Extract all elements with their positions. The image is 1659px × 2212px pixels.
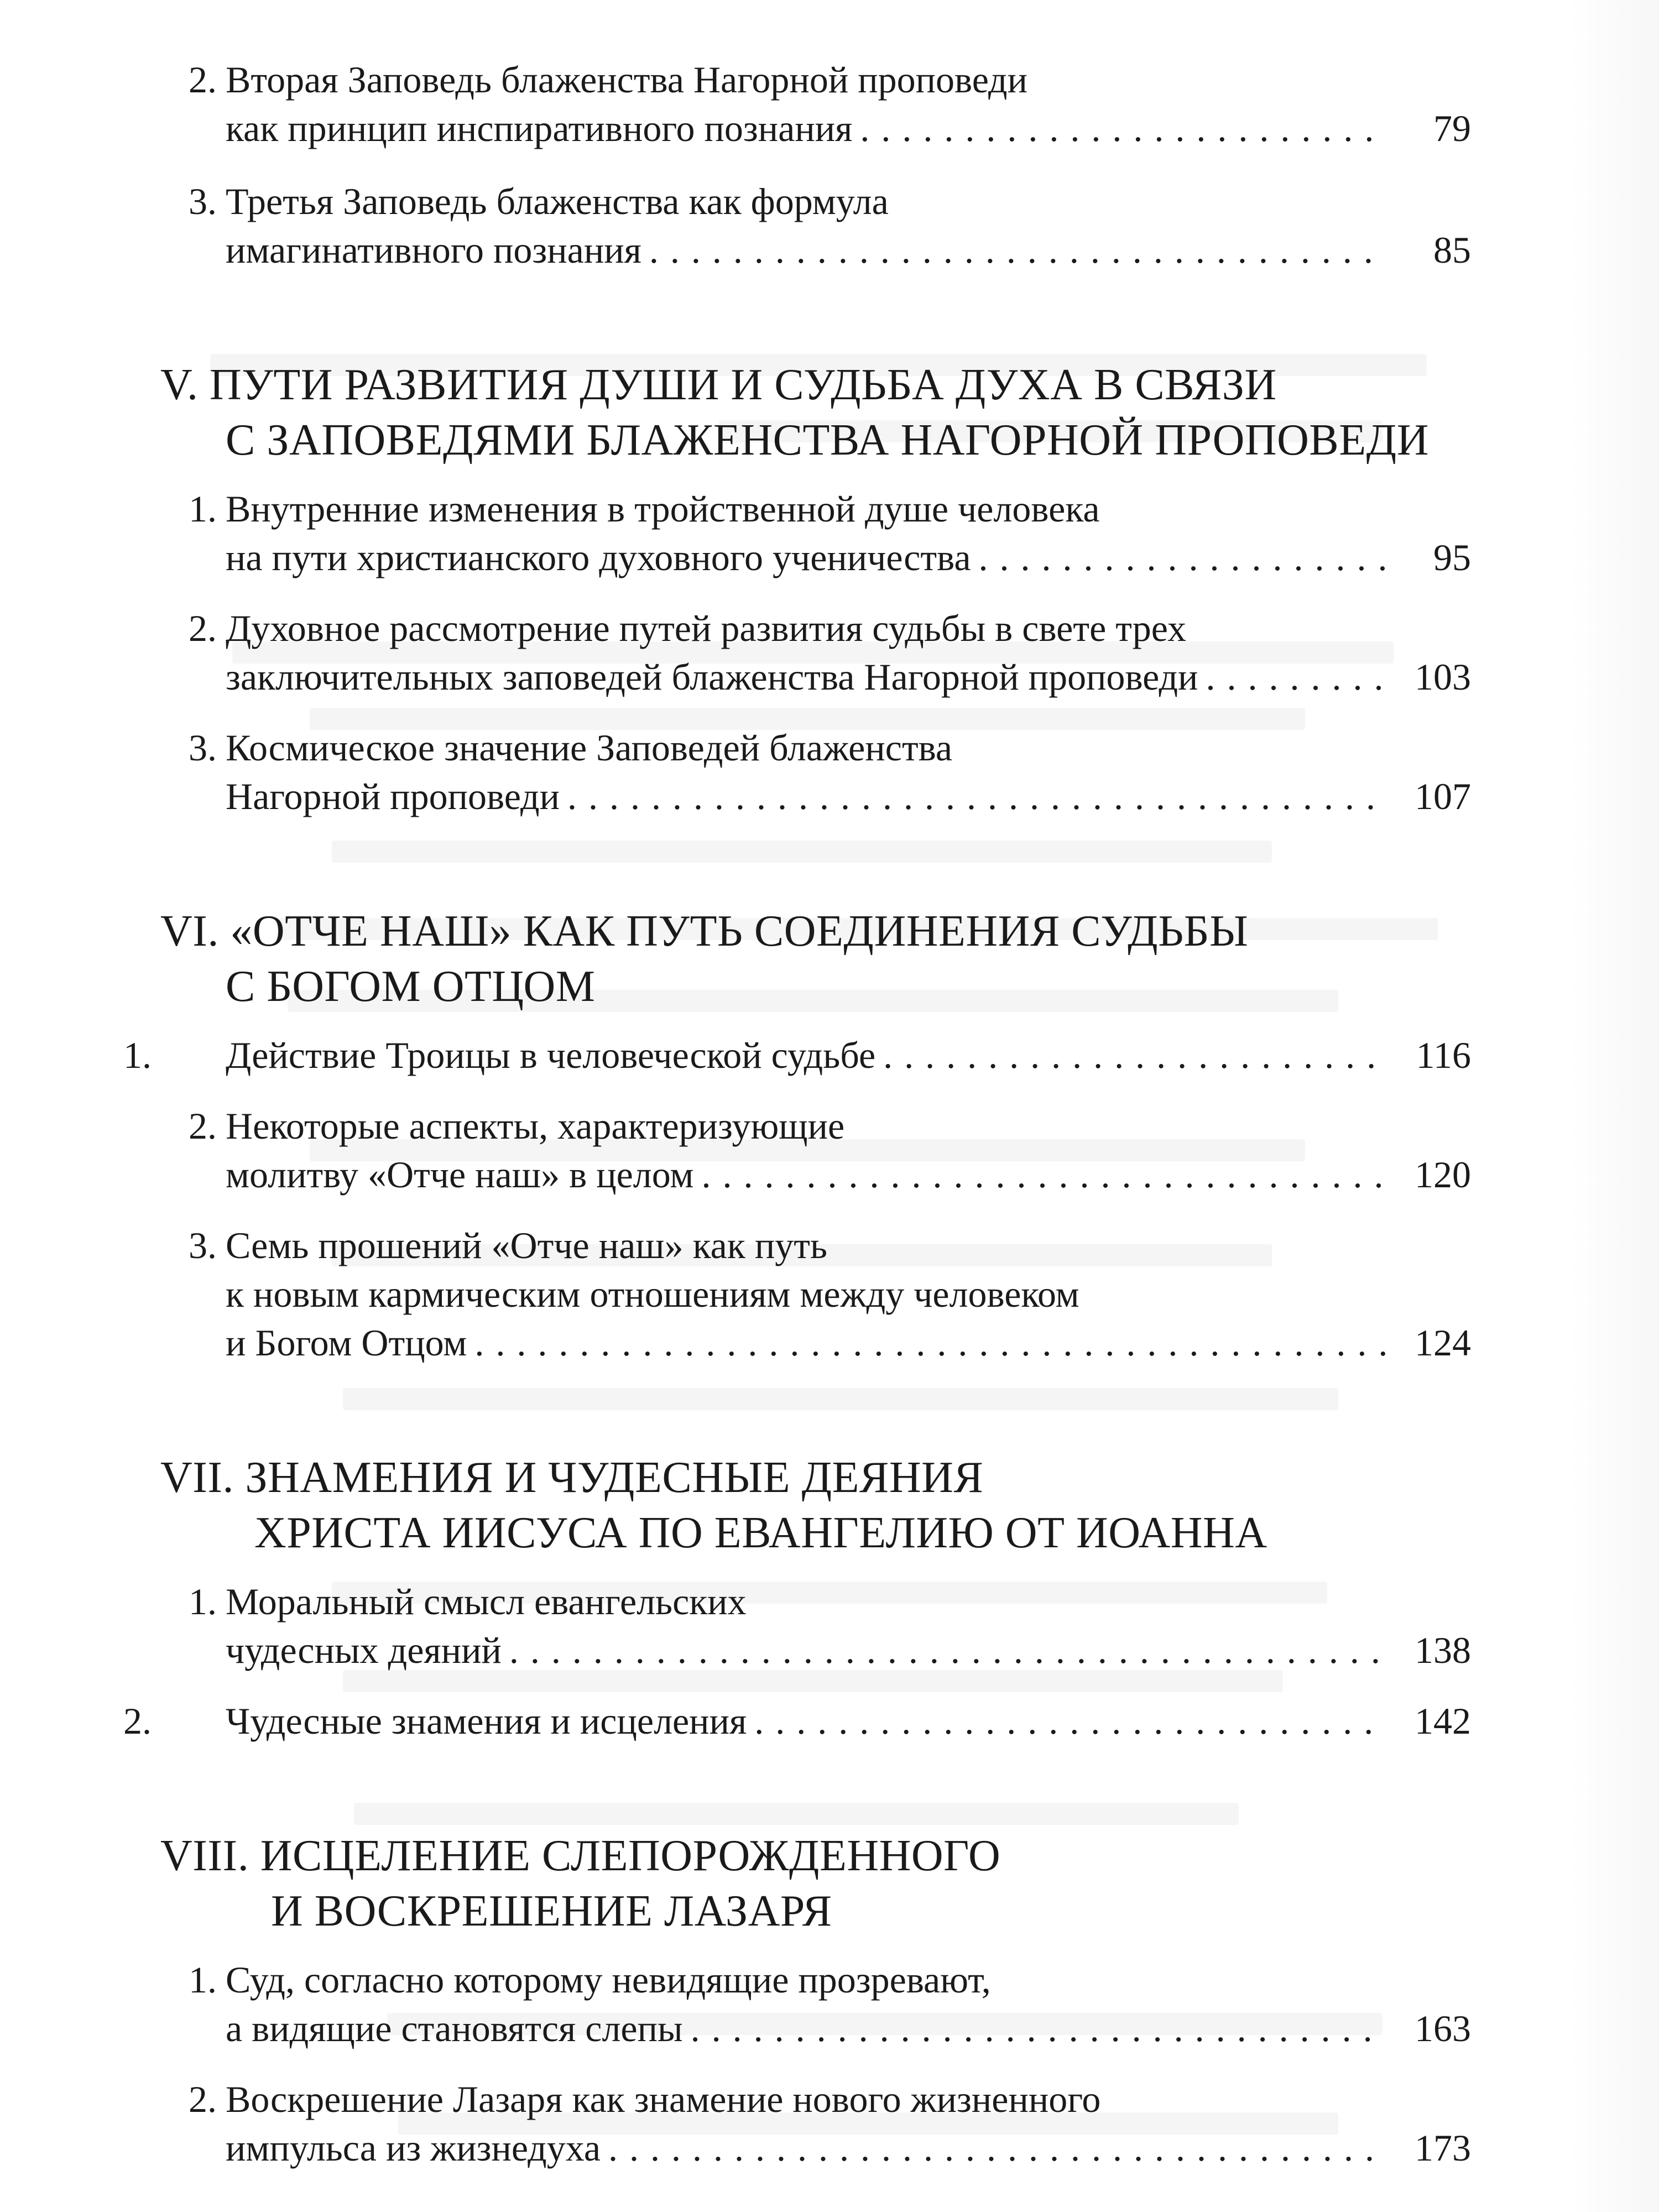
toc-entry-text: Чудесные знамения и исцеления xyxy=(226,1700,747,1742)
dot-leader xyxy=(979,533,1386,582)
toc-entry-text: имагинативного познания xyxy=(226,229,641,271)
toc-entry-line xyxy=(160,1102,1471,1150)
toc-entry xyxy=(123,1031,1471,1079)
dot-leader xyxy=(1206,653,1386,701)
toc-entry xyxy=(160,1221,1471,1367)
table-of-contents xyxy=(123,55,1471,2200)
toc-entry-line xyxy=(160,1270,1471,1318)
toc-entry-number: 1. xyxy=(189,1959,217,2001)
toc-entry-line xyxy=(160,484,1471,533)
toc-page-number: 116 xyxy=(1416,1034,1471,1076)
toc-entry xyxy=(160,1577,1471,1674)
toc-entry-text: как принцип инспиративного познания xyxy=(226,107,853,149)
toc-entry xyxy=(160,177,1471,274)
toc-entry-last-line xyxy=(160,1626,1471,1674)
toc-page-number: 85 xyxy=(1433,229,1471,271)
toc-entry-last-line xyxy=(160,1318,1471,1367)
toc-entry-last-line xyxy=(160,2124,1471,2172)
toc-entry-number: 1. xyxy=(189,1580,217,1623)
toc-entry-text: Некоторые аспекты, характеризующие xyxy=(226,1105,845,1147)
toc-entry-text: Духовное рассмотрение путей развития судьбы в свете трех xyxy=(226,607,1187,649)
toc-entry-last-line xyxy=(160,653,1471,701)
toc-entry-last-line xyxy=(160,533,1471,582)
toc-entry-number: 2. xyxy=(123,1700,152,1742)
toc-entry-text: Воскрешение Лазаря как знамение нового жизненного xyxy=(226,2078,1101,2120)
toc-entry-text: Космическое значение Заповедей блаженства xyxy=(226,727,953,769)
toc-entry-text: Внутренние изменения в тройственной душе человека xyxy=(226,488,1100,530)
toc-page-number: 142 xyxy=(1415,1700,1471,1742)
toc-entry-last-line xyxy=(160,226,1471,274)
toc-entry-line xyxy=(160,177,1471,226)
toc-entry-line xyxy=(160,604,1471,653)
toc-entry xyxy=(123,1697,1471,1745)
toc-page-number: 95 xyxy=(1433,536,1471,578)
toc-entry-text: и Богом Отцом xyxy=(226,1322,467,1364)
dot-leader xyxy=(701,1150,1386,1199)
toc-entry-last-line xyxy=(123,1697,1471,1745)
dot-leader xyxy=(754,1697,1386,1745)
toc-entry-line xyxy=(160,1577,1471,1626)
toc-entry-text: чудесных деяний xyxy=(226,1629,502,1671)
toc-entry-line xyxy=(160,55,1471,104)
toc-page-number: 103 xyxy=(1415,656,1471,698)
dot-leader xyxy=(649,226,1386,274)
chapter-heading xyxy=(160,1450,1471,1561)
toc-entry-text: Суд, согласно которому невидящие прозревают, xyxy=(226,1959,991,2001)
toc-entry-text: Нагорной проповеди xyxy=(226,775,560,817)
toc-entry-number: 2. xyxy=(189,607,217,649)
toc-entry-number: 3. xyxy=(189,727,217,769)
toc-page-number: 120 xyxy=(1415,1154,1471,1196)
toc-entry-last-line xyxy=(160,1150,1471,1199)
toc-entry-number: 2. xyxy=(189,1105,217,1147)
toc-entry xyxy=(160,484,1471,582)
dot-leader xyxy=(860,104,1386,153)
toc-entry-text: к новым кармическим отношениям между человеком xyxy=(226,1273,1079,1315)
toc-entry-number: 2. xyxy=(189,59,217,101)
toc-entry-number: 2. xyxy=(189,2078,217,2120)
toc-entry-line xyxy=(160,1955,1471,2004)
dot-leader xyxy=(608,2124,1386,2172)
toc-entry-text: заключительных заповедей блаженства Нагорной проповеди xyxy=(226,656,1198,698)
toc-page-number: 107 xyxy=(1415,775,1471,817)
toc-entry-line xyxy=(160,2075,1471,2124)
dot-leader xyxy=(691,2004,1386,2053)
toc-entry-text: Семь прошений «Отче наш» как путь xyxy=(226,1224,827,1266)
dot-leader xyxy=(567,772,1386,821)
toc-entry-number: 1. xyxy=(189,488,217,530)
toc-entry-last-line xyxy=(123,1031,1471,1079)
chapter-heading-line: ХРИСТА ИИСУСА ПО ЕВАНГЕЛИЮ ОТ ИОАННА xyxy=(254,1509,1267,1557)
toc-page-number: 173 xyxy=(1415,2127,1471,2169)
toc-entry-text: на пути христианского духовного ученичества xyxy=(226,536,971,578)
toc-entry-text: а видящие становятся слепы xyxy=(226,2007,683,2049)
chapter-heading-line: С БОГОМ ОТЦОМ xyxy=(226,962,596,1011)
toc-entry-number: 1. xyxy=(123,1034,152,1076)
toc-entry-text: импульса из жизнедуха xyxy=(226,2127,601,2169)
toc-entry-last-line xyxy=(160,104,1471,153)
chapter-heading xyxy=(160,904,1471,1014)
chapter-heading-line: VIII. ИСЦЕЛЕНИЕ СЛЕПОРОЖДЕННОГО xyxy=(160,1832,1001,1880)
chapter-heading-line: И ВОСКРЕШЕНИЕ ЛАЗАРЯ xyxy=(271,1887,832,1936)
toc-entry-line xyxy=(160,723,1471,772)
toc-entry xyxy=(160,604,1471,701)
toc-entry-text: Третья Заповедь блаженства как формула xyxy=(226,180,889,222)
toc-entry-text: Действие Троицы в человеческой судьбе xyxy=(226,1034,876,1076)
toc-entry-last-line xyxy=(160,2004,1471,2053)
chapter-heading xyxy=(160,1828,1471,1939)
chapter-heading xyxy=(160,357,1471,468)
chapter-heading-line: VII. ЗНАМЕНИЯ И ЧУДЕСНЫЕ ДЕЯНИЯ xyxy=(160,1453,984,1502)
toc-entry xyxy=(160,1955,1471,2053)
toc-entry xyxy=(160,2075,1471,2172)
toc-page-number: 124 xyxy=(1415,1322,1471,1364)
toc-entry xyxy=(160,1102,1471,1199)
toc-page-number: 163 xyxy=(1415,2007,1471,2049)
toc-entry-last-line xyxy=(160,772,1471,821)
dot-leader xyxy=(883,1031,1386,1079)
toc-page-number: 138 xyxy=(1415,1629,1471,1671)
dot-leader xyxy=(474,1318,1386,1367)
page-edge xyxy=(1521,0,1659,2212)
toc-entry-number: 3. xyxy=(189,180,217,222)
chapter-heading-line: С ЗАПОВЕДЯМИ БЛАЖЕНСТВА НАГОРНОЙ ПРОПОВЕДИ xyxy=(226,416,1429,465)
toc-entry-text: молитву «Отче наш» в целом xyxy=(226,1154,694,1196)
toc-entry-text: Моральный смысл евангельских xyxy=(226,1580,747,1623)
toc-entry-number: 3. xyxy=(189,1224,217,1266)
dot-leader xyxy=(509,1626,1386,1674)
chapter-heading-line: V. ПУТИ РАЗВИТИЯ ДУШИ И СУДЬБА ДУХА В СВЯЗИ xyxy=(160,361,1277,409)
toc-entry-line xyxy=(160,1221,1471,1270)
chapter-heading-line: VI. «ОТЧЕ НАШ» КАК ПУТЬ СОЕДИНЕНИЯ СУДЬБЫ xyxy=(160,907,1249,956)
toc-entry-text: Вторая Заповедь блаженства Нагорной проповеди xyxy=(226,59,1027,101)
toc-page-number: 79 xyxy=(1433,107,1471,149)
toc-entry xyxy=(160,723,1471,821)
toc-entry xyxy=(160,55,1471,153)
